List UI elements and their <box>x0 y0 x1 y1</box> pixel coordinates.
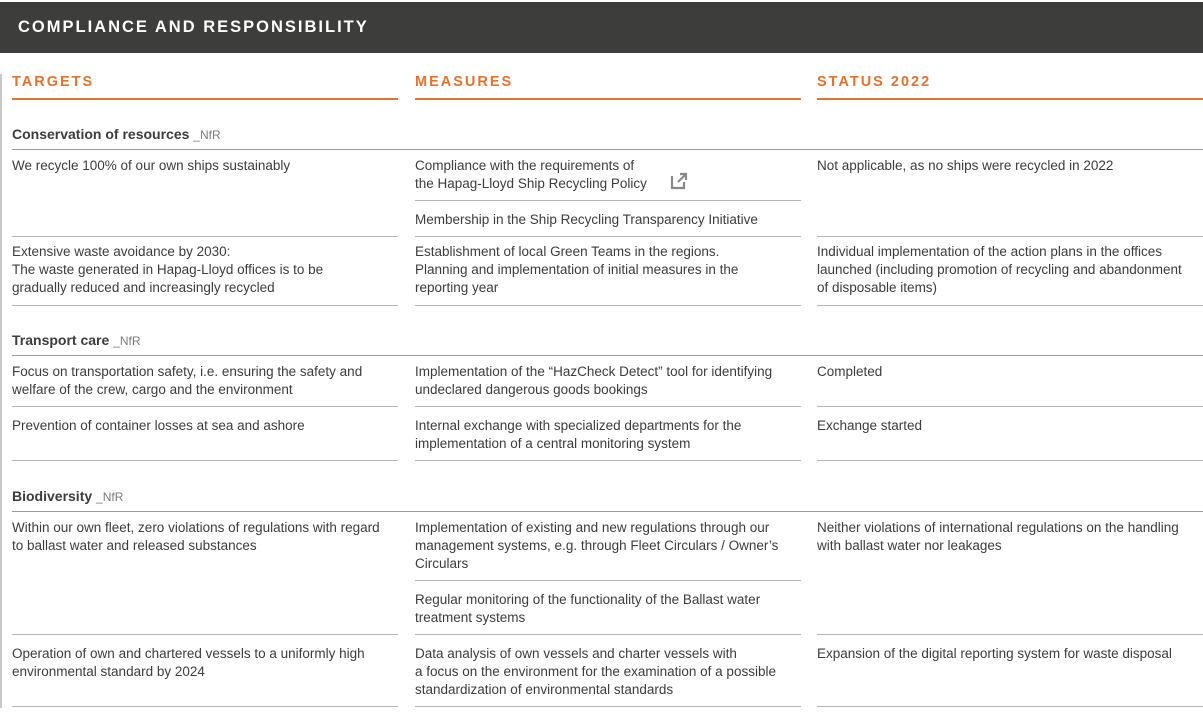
section-heading-biodiversity <box>12 488 1203 512</box>
page-title: COMPLIANCE AND RESPONSIBILITY <box>18 18 369 36</box>
external-link-icon[interactable] <box>669 171 689 191</box>
section-title: Transport care <box>12 332 110 348</box>
status-cell: Exchange started <box>817 411 1203 461</box>
column-header-targets: TARGETS <box>12 74 398 100</box>
column-header-measures: MEASURES <box>415 74 801 100</box>
page-header-bar <box>0 2 1203 53</box>
target-cell: Prevention of container losses at sea and ashore <box>12 411 398 461</box>
measure-cell: Regular monitoring of the functionality of the Ballast water treatment systems <box>415 585 801 635</box>
target-cell: Within our own fleet, zero violations of regulations with regard to ballast water and released substances <box>12 513 398 635</box>
measure-cell: Implementation of the “HazCheck Detect” tool for identifying undeclared dangerous goods bookings <box>415 357 801 407</box>
section-heading-transport <box>12 332 1203 356</box>
measure-cell: Compliance with the requirements of the Hapag-Lloyd Ship Recycling Policy <box>415 151 801 201</box>
section-heading-conservation <box>12 126 1203 150</box>
measure-cell: Data analysis of own vessels and charter vessels with a focus on the environment for the examination of a possible standardization of environmental standards <box>415 639 801 707</box>
column-header-status: STATUS 2022 <box>817 74 1203 100</box>
status-cell: Expansion of the digital reporting system for waste disposal <box>817 639 1203 707</box>
section-tag: _NfR <box>113 334 141 348</box>
status-cell: Individual implementation of the action plans in the offices launched (including promotion of recycling and abandonment of disposable items) <box>817 237 1203 306</box>
section-tag: _NfR <box>193 128 221 142</box>
status-cell: Completed <box>817 357 1203 407</box>
target-cell: Focus on transportation safety, i.e. ensuring the safety and welfare of the crew, cargo and the environment <box>12 357 398 407</box>
section-tag: _NfR <box>96 490 124 504</box>
left-margin-rule <box>0 74 2 708</box>
status-cell: Neither violations of international regulations on the handling with ballast water nor leakages <box>817 513 1203 635</box>
target-cell: We recycle 100% of our own ships sustainably <box>12 151 398 237</box>
status-cell: Not applicable, as no ships were recycled in 2022 <box>817 151 1203 237</box>
measure-cell: Implementation of existing and new regulations through our management systems, e.g. through Fleet Circulars / Owner’s Circulars <box>415 513 801 581</box>
measure-cell: Internal exchange with specialized departments for the implementation of a central monitoring system <box>415 411 801 461</box>
measure-cell: Establishment of local Green Teams in the regions. Planning and implementation of initial measures in the reporting year <box>415 237 801 306</box>
target-cell: Operation of own and chartered vessels to a uniformly high environmental standard by 2024 <box>12 639 398 707</box>
target-cell: Extensive waste avoidance by 2030: The waste generated in Hapag-Lloyd offices is to be gradually reduced and increasingly recycled <box>12 237 398 306</box>
measure-cell: Membership in the Ship Recycling Transparency Initiative <box>415 205 801 237</box>
section-title: Conservation of resources <box>12 126 190 142</box>
section-title: Biodiversity <box>12 488 93 504</box>
